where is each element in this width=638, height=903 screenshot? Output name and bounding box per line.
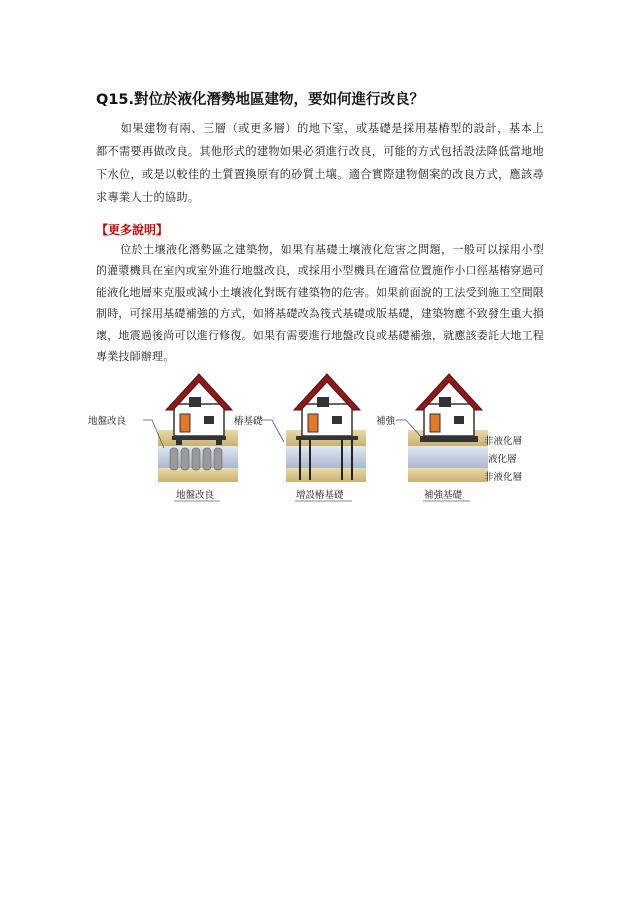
- question-title: Q15.對位於液化潛勢地區建物，要如何進行改良？: [96, 92, 425, 108]
- house-ground-improvement: [88, 374, 238, 501]
- caption-pile: 增設樁基礎: [296, 490, 344, 501]
- more-info-paragraph: 位於土壤液化潛勢區之建築物，如果有基礎土壤液化危害之問題，一般可以採用小型的灌漿機具在室內或室外進行地盤改良，或採用小型機具在適當位置施作小口徑基樁穿過可能液化地層來克服或減小土壤液化對既有建築物的危害。如果前面說的工法受到施工空間限制時，可採用基礎補強的方式，如將基礎改為筏式基礎或版基礎，建築物應不致發生重大損壞，地震過後尚可以進行修復。如果有需要進行地盤改良或基礎補強，就應該委託大地工程專業技師辦理。: [96, 243, 544, 364]
- layer-label-nonliquefiable-top: 非液化層: [484, 436, 523, 447]
- caption-ground-improvement: 地盤改良: [176, 490, 215, 501]
- callout-ground-improvement: 地盤改良: [88, 416, 127, 427]
- raft-foundation: [420, 436, 478, 442]
- layer-label-liquefiable: 液化層: [488, 454, 517, 465]
- house-window: [189, 397, 201, 407]
- caption-reinforce: 補強基礎: [424, 490, 463, 501]
- house-foundation: [172, 436, 226, 440]
- callout-reinforce: 補強: [376, 416, 396, 427]
- more-info-heading: 【更多說明】: [96, 223, 169, 237]
- house-pile-foundation: [234, 374, 366, 501]
- house-reinforced-foundation: [376, 374, 522, 501]
- house-door: [180, 414, 190, 432]
- layer-label-nonliquefiable-bottom: 非液化層: [484, 472, 523, 483]
- house-window: [204, 416, 214, 424]
- answer-paragraph: 如果建物有兩、三層（或更多層）的地下室，或基礎是採用基樁型的設計，基本上都不需要再做改良。其他形式的建物如果必須進行改良，可能的方式包括設法降低當地地下水位，或是以較佳的土質置換原有的砂質土壤。適合實際建物個案的改良方式，應該尋求專業人士的協助。: [96, 122, 545, 204]
- improvement-methods-figure: [86, 362, 556, 512]
- grout-columns: [170, 448, 222, 470]
- callout-pile: 樁基礎: [234, 416, 263, 427]
